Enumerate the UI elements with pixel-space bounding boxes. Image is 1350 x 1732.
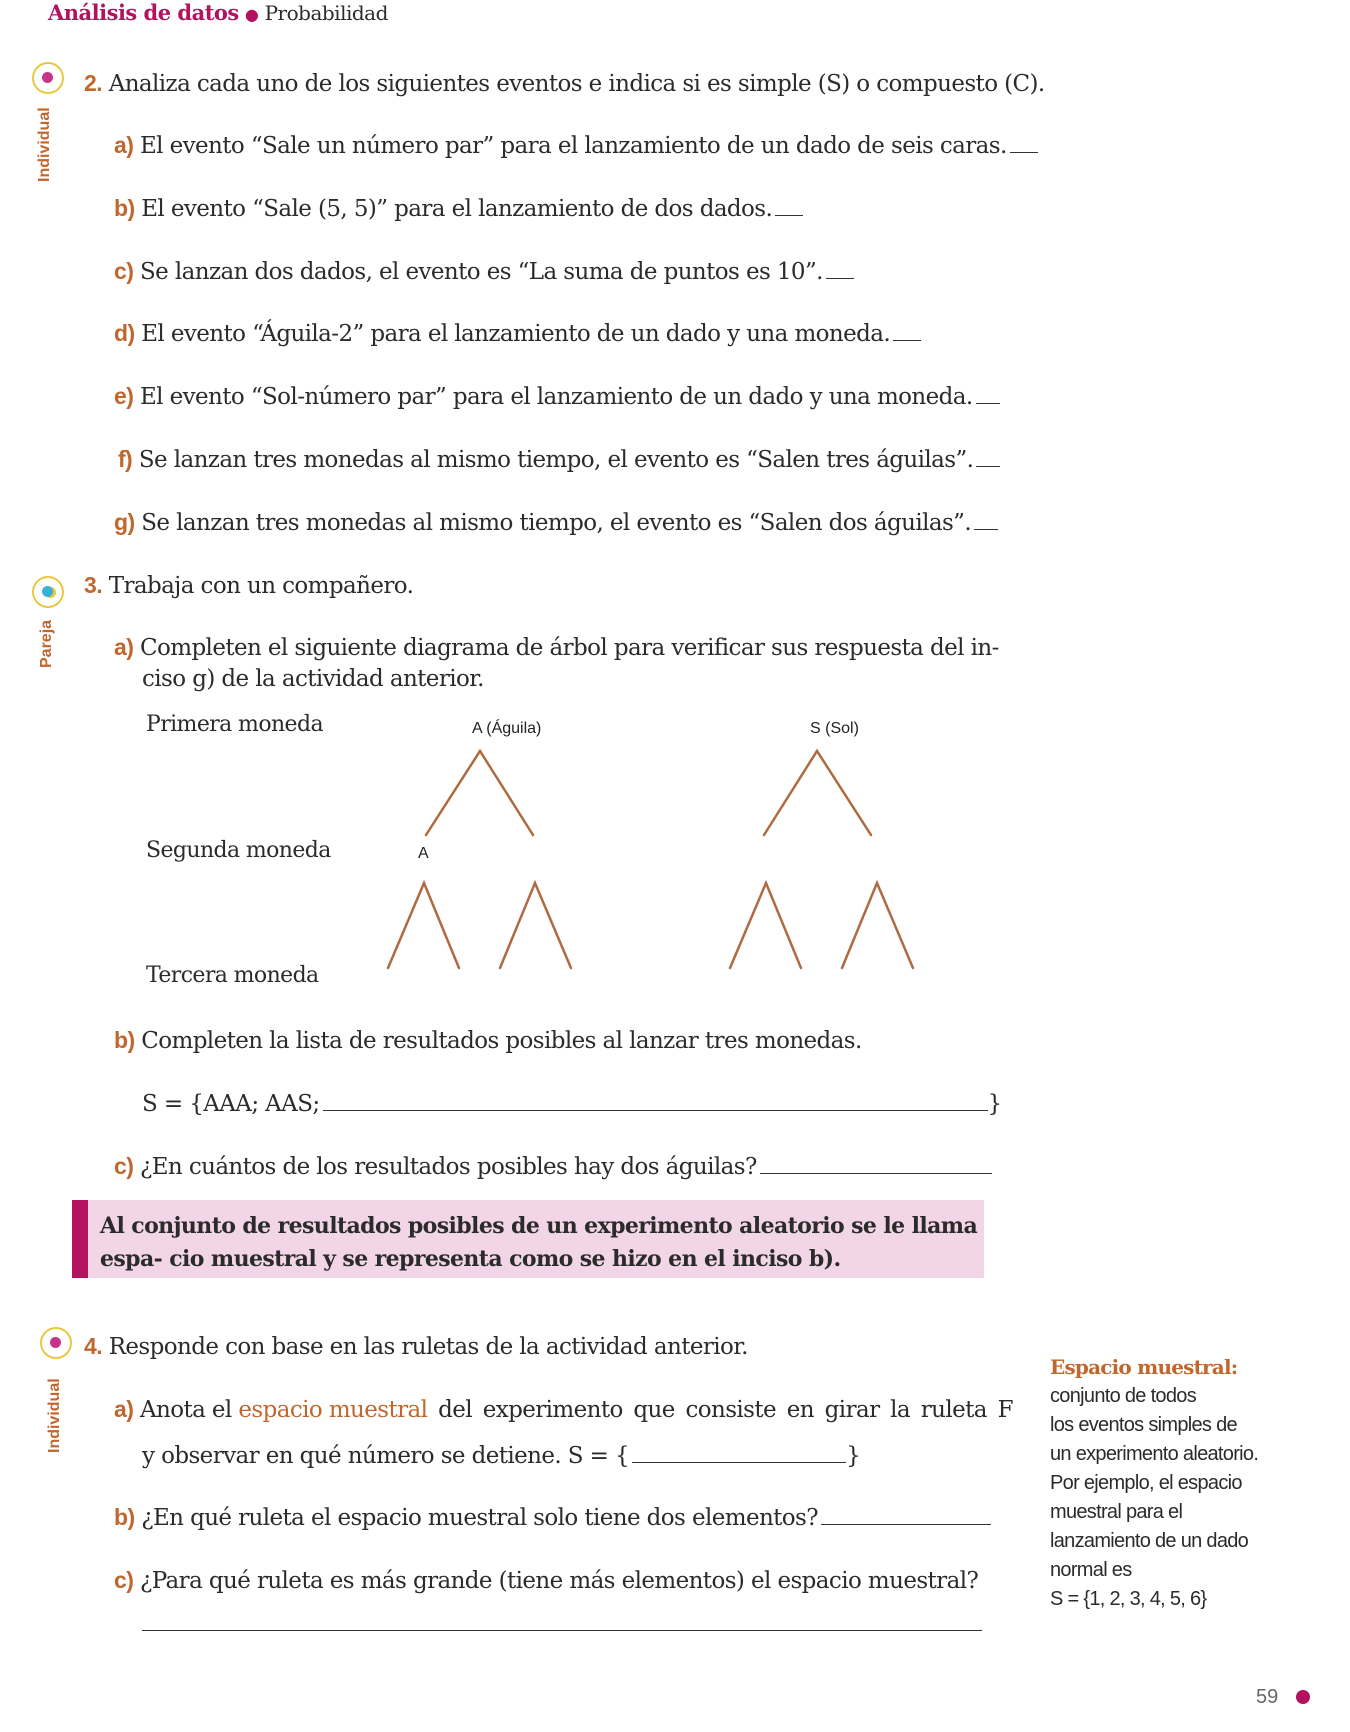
act4-item-a — [114, 1396, 1013, 1423]
tree-branch — [426, 751, 533, 835]
item-text: Completen la lista de resultados posibles al lanzar tres monedas. — [141, 1028, 862, 1054]
answer-blank[interactable] — [974, 509, 998, 530]
act2-item-b — [114, 195, 803, 222]
act2-item-d — [114, 320, 921, 347]
item-label: c) — [114, 258, 134, 284]
glossary-line: un experimento aleatorio. — [1050, 1443, 1259, 1465]
answer-blank[interactable] — [826, 258, 854, 279]
tree-node-a: A — [418, 845, 429, 862]
item-label: a) — [114, 1396, 134, 1422]
glossary-box — [1050, 1353, 1310, 1614]
item-text: ¿En qué ruleta el espacio muestral solo tiene dos elementos? — [141, 1505, 818, 1531]
item-label: g) — [114, 509, 135, 535]
mode-label-pair: Pareja — [38, 619, 55, 668]
mode-label-individual: Individual — [46, 1378, 63, 1453]
tree-branch — [842, 883, 913, 968]
answer-blank[interactable] — [893, 320, 921, 341]
definition-note: Al conjunto de resultados posibles de un experimento aleatorio se le llama espa- cio muestral y se representa como se hizo en el inciso b). — [72, 1200, 984, 1278]
item-label: b) — [114, 195, 135, 221]
tree-branch — [730, 883, 801, 968]
glossary-line: S = {1, 2, 3, 4, 5, 6} — [1050, 1588, 1207, 1610]
glossary-line: conjunto de todos — [1050, 1385, 1197, 1407]
item-text: del experimento que consiste en girar la ruleta F — [427, 1397, 1013, 1423]
item-text: Se lanzan dos dados, el evento es “La suma de puntos es 10”. — [139, 259, 823, 285]
answer-blank[interactable] — [775, 195, 803, 216]
act2-item-e — [114, 383, 1000, 410]
page-number-text: 59 — [1256, 1686, 1279, 1708]
tree-root-aguila: A (Águila) — [472, 720, 542, 737]
answer-blank[interactable] — [1010, 132, 1038, 153]
glossary-line: normal es — [1050, 1559, 1132, 1581]
answer-blank[interactable] — [821, 1504, 991, 1525]
answer-blank[interactable] — [323, 1090, 988, 1111]
activity-prompt-text: Trabaja con un compañero. — [108, 573, 414, 599]
glossary-line: los eventos simples de — [1050, 1414, 1237, 1436]
tree-row-second-coin: Segunda moneda — [146, 838, 331, 863]
glossary-line: lanzamiento de un dado — [1050, 1530, 1249, 1552]
tree-branch — [764, 751, 871, 835]
activity-2-prompt — [84, 70, 1045, 97]
act3-item-b — [114, 1027, 862, 1054]
activity-3-prompt — [84, 572, 413, 599]
tree-branch — [388, 883, 459, 968]
tree-root-sol: S (Sol) — [810, 720, 859, 737]
act2-item-g — [114, 509, 998, 536]
item-text: El evento “Águila-2” para el lanzamiento de un dado y una moneda. — [141, 321, 891, 347]
item-text: El evento “Sale (5, 5)” para el lanzamiento de dos dados. — [141, 196, 773, 222]
set-end: } — [846, 1443, 861, 1469]
act3-item-a-line2: ciso g) de la actividad anterior. — [142, 666, 484, 692]
act2-item-f — [118, 446, 1000, 473]
item-label: f) — [118, 446, 133, 472]
item-text: El evento “Sale un número par” para el lanzamiento de un dado de seis caras. — [139, 133, 1007, 159]
act3-item-c — [114, 1153, 992, 1180]
item-text: Anota el — [139, 1397, 239, 1423]
item-label: c) — [114, 1567, 134, 1593]
item-text: Se lanzan tres monedas al mismo tiempo, el evento es “Salen dos águilas”. — [141, 510, 972, 536]
act4-item-a-line2 — [142, 1442, 860, 1469]
activity-number: 4. — [84, 1333, 102, 1359]
page-header — [48, 0, 388, 25]
individual-badge-icon — [32, 62, 64, 94]
header-topic: Probabilidad — [264, 1, 388, 25]
item-text: Completen el siguiente diagrama de árbol para verificar sus respuesta del in- — [139, 635, 999, 661]
set-start: S = {AAA; AAS; — [142, 1091, 320, 1117]
page-number — [1256, 1686, 1310, 1709]
glossary-title: Espacio muestral: — [1050, 1355, 1238, 1379]
answer-blank[interactable] — [760, 1153, 992, 1174]
pair-badge-icon — [32, 576, 64, 608]
act2-item-a — [114, 132, 1038, 159]
header-section: Análisis de datos — [48, 0, 239, 25]
set-end: } — [987, 1091, 1002, 1117]
item-label: c) — [114, 1153, 134, 1179]
act4-item-b — [114, 1504, 991, 1531]
tree-row-third-coin: Tercera moneda — [146, 963, 319, 988]
activity-prompt-text: Analiza cada uno de los siguientes eventos e indica si es simple (S) o compuesto (C). — [108, 71, 1045, 97]
sample-space-line — [142, 1090, 1002, 1117]
activity-number: 2. — [84, 70, 102, 96]
item-text: Se lanzan tres monedas al mismo tiempo, el evento es “Salen tres águilas”. — [138, 447, 974, 473]
item-text: ¿Para qué ruleta es más grande (tiene más elementos) el espacio muestral? — [139, 1568, 979, 1594]
answer-blank[interactable] — [976, 383, 1000, 404]
glossary-line: muestral para el — [1050, 1501, 1183, 1523]
header-bullet: ● — [244, 5, 259, 24]
item-label: d) — [114, 320, 135, 346]
act2-item-c — [114, 258, 854, 285]
tree-branch — [500, 883, 571, 968]
item-label: b) — [114, 1027, 135, 1053]
answer-blank[interactable] — [632, 1442, 846, 1463]
page-dot-icon — [1296, 1690, 1310, 1704]
answer-line[interactable] — [142, 1630, 982, 1631]
item-label: e) — [114, 383, 134, 409]
activity-4-prompt — [84, 1333, 748, 1360]
item-text: y observar en qué número se detiene. S = { — [142, 1443, 630, 1469]
act4-item-c — [114, 1567, 978, 1594]
answer-blank[interactable] — [976, 446, 1000, 467]
item-label: a) — [114, 132, 134, 158]
activity-number: 3. — [84, 572, 102, 598]
item-text: El evento “Sol-número par” para el lanzamiento de un dado y una moneda. — [139, 384, 973, 410]
glossary-term-link[interactable]: espacio muestral — [238, 1397, 428, 1423]
activity-prompt-text: Responde con base en las ruletas de la actividad anterior. — [108, 1334, 748, 1360]
item-label: b) — [114, 1504, 135, 1530]
glossary-line: Por ejemplo, el espacio — [1050, 1472, 1242, 1494]
item-label: a) — [114, 634, 134, 660]
mode-label-individual: Individual — [36, 107, 53, 182]
tree-row-first-coin: Primera moneda — [146, 712, 323, 737]
act3-item-a — [114, 634, 999, 661]
individual-badge-icon — [40, 1327, 72, 1359]
item-text: ¿En cuántos de los resultados posibles hay dos águilas? — [139, 1154, 757, 1180]
